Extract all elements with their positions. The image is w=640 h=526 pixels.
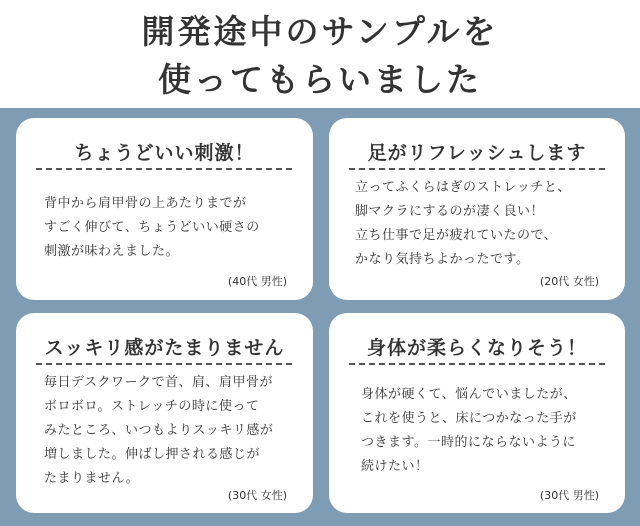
dashed-divider: [36, 168, 292, 170]
testimonial-card: [329, 118, 625, 300]
testimonial-body-line: 脚マクラにするのが凄く良い！: [355, 204, 545, 219]
testimonial-card: [329, 313, 625, 513]
testimonial-body-line: 背中から肩甲骨の上あたりまでが: [44, 196, 247, 211]
testimonial-body: [44, 192, 260, 264]
testimonial-body: [44, 371, 273, 491]
testimonial-title: 足がリフレッシュします: [367, 142, 587, 164]
testimonial-body-line: みたところ、いつもよりスッキリ感が: [44, 423, 274, 438]
testimonial-body-line: かなり気持ちよかったです。: [355, 252, 530, 267]
testimonial-body-line: ボロボロ。ストレッチの時に使って: [44, 399, 260, 414]
testimonial-attribution: (30代 男性): [539, 489, 599, 502]
testimonial-body-line: 刺激が味わえました。: [44, 244, 180, 259]
testimonial-body-line: 続けたい！: [361, 459, 429, 474]
testimonial-body-line: たまりません。: [44, 471, 140, 486]
testimonial-body-line: 毎日デスクワークで首、肩、肩甲骨が: [44, 375, 273, 390]
testimonial-body-line: 増しました。伸ばし押される感じが: [44, 447, 261, 462]
dashed-divider: [36, 363, 292, 365]
testimonial-body-line: 立ってふくらはぎのストレッチと、: [355, 180, 571, 195]
headline-line-2: 使ってもらいました: [158, 60, 482, 99]
testimonial-card: [16, 313, 313, 513]
testimonial-attribution: (30代 女性): [227, 489, 287, 502]
dashed-divider: [349, 363, 605, 365]
testimonial-body-line: すごく伸びて、ちょうどいい硬さの: [44, 220, 260, 235]
testimonial-attribution: (20代 女性): [539, 275, 599, 288]
testimonial-body-line: 立ち仕事で足が疲れていたので、: [355, 228, 558, 243]
testimonial-attribution: (40代 男性): [227, 275, 287, 288]
testimonial-body: [355, 176, 571, 272]
headline-line-1: 開発途中のサンプルを: [141, 12, 499, 51]
testimonial-card: [16, 118, 313, 300]
testimonial-body: [361, 383, 577, 479]
testimonial-body-line: これを使うと、床につかなった手が: [361, 411, 577, 426]
testimonial-body-line: つきます。一時的にならないように: [361, 435, 576, 450]
testimonial-title: ちょうどいい刺激！: [74, 142, 255, 164]
testimonial-body-line: 身体が硬くて、悩んでいましたが、: [361, 387, 577, 402]
dashed-divider: [349, 168, 605, 170]
testimonial-title: スッキリ感がたまりません: [44, 337, 285, 359]
header: [0, 0, 640, 108]
testimonial-title: 身体が柔らくなりそう！: [366, 337, 587, 359]
